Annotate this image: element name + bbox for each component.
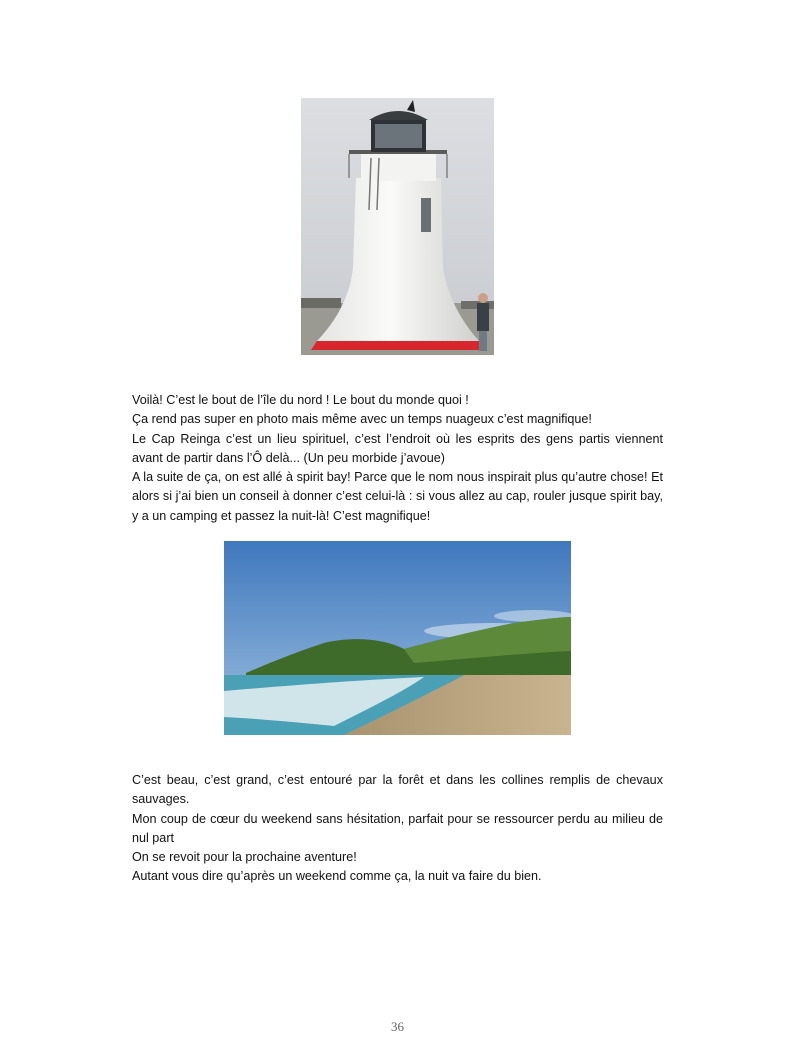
paragraph-chevaux-sauvages: C’est beau, c’est grand, c’est entouré par la forêt et dans les collines remplis de chevaux sauvages. [132,773,663,807]
paragraph-prochaine-aventure: On se revoit pour la prochaine aventure! [132,850,357,865]
lighthouse-illustration [301,98,494,355]
beach-illustration [224,541,571,735]
page-number: 36 [391,1019,404,1034]
text-block-top [132,391,663,526]
paragraph-nuit: Autant vous dire qu’après un weekend comme ça, la nuit va faire du bien. [132,869,542,884]
paragraph-temps-nuageux: Ça rend pas super en photo mais même avec un temps nuageux c’est magnifique! [132,412,592,427]
beach-photo [224,541,571,735]
paragraph-cap-reinga: Le Cap Reinga c’est un lieu spirituel, c’est l’endroit où les esprits des gens partis viennent avant de partir dans l’Ô delà... (Un peu morbide j’avoue) [132,431,663,465]
paragraph-coup-de-coeur: Mon coup de cœur du weekend sans hésitation, parfait pour se ressourcer perdu au milieu de nul part [132,811,663,845]
paragraph-bout-du-monde: Voilà! C’est le bout de l’île du nord ! Le bout du monde quoi ! [132,393,469,407]
paragraph-spirit-bay: A la suite de ça, on est allé à spirit bay! Parce que le nom nous inspirait plus qu’autre chose! Et alors si j’ai bien un conseil à donner c’est celui-là : si vous allez au cap, rouler jusque spirit bay, y a un camping et passez la nuit-là! C’est magnifique! [132,470,663,523]
lighthouse-photo [301,98,494,355]
text-block-bottom [132,771,663,887]
